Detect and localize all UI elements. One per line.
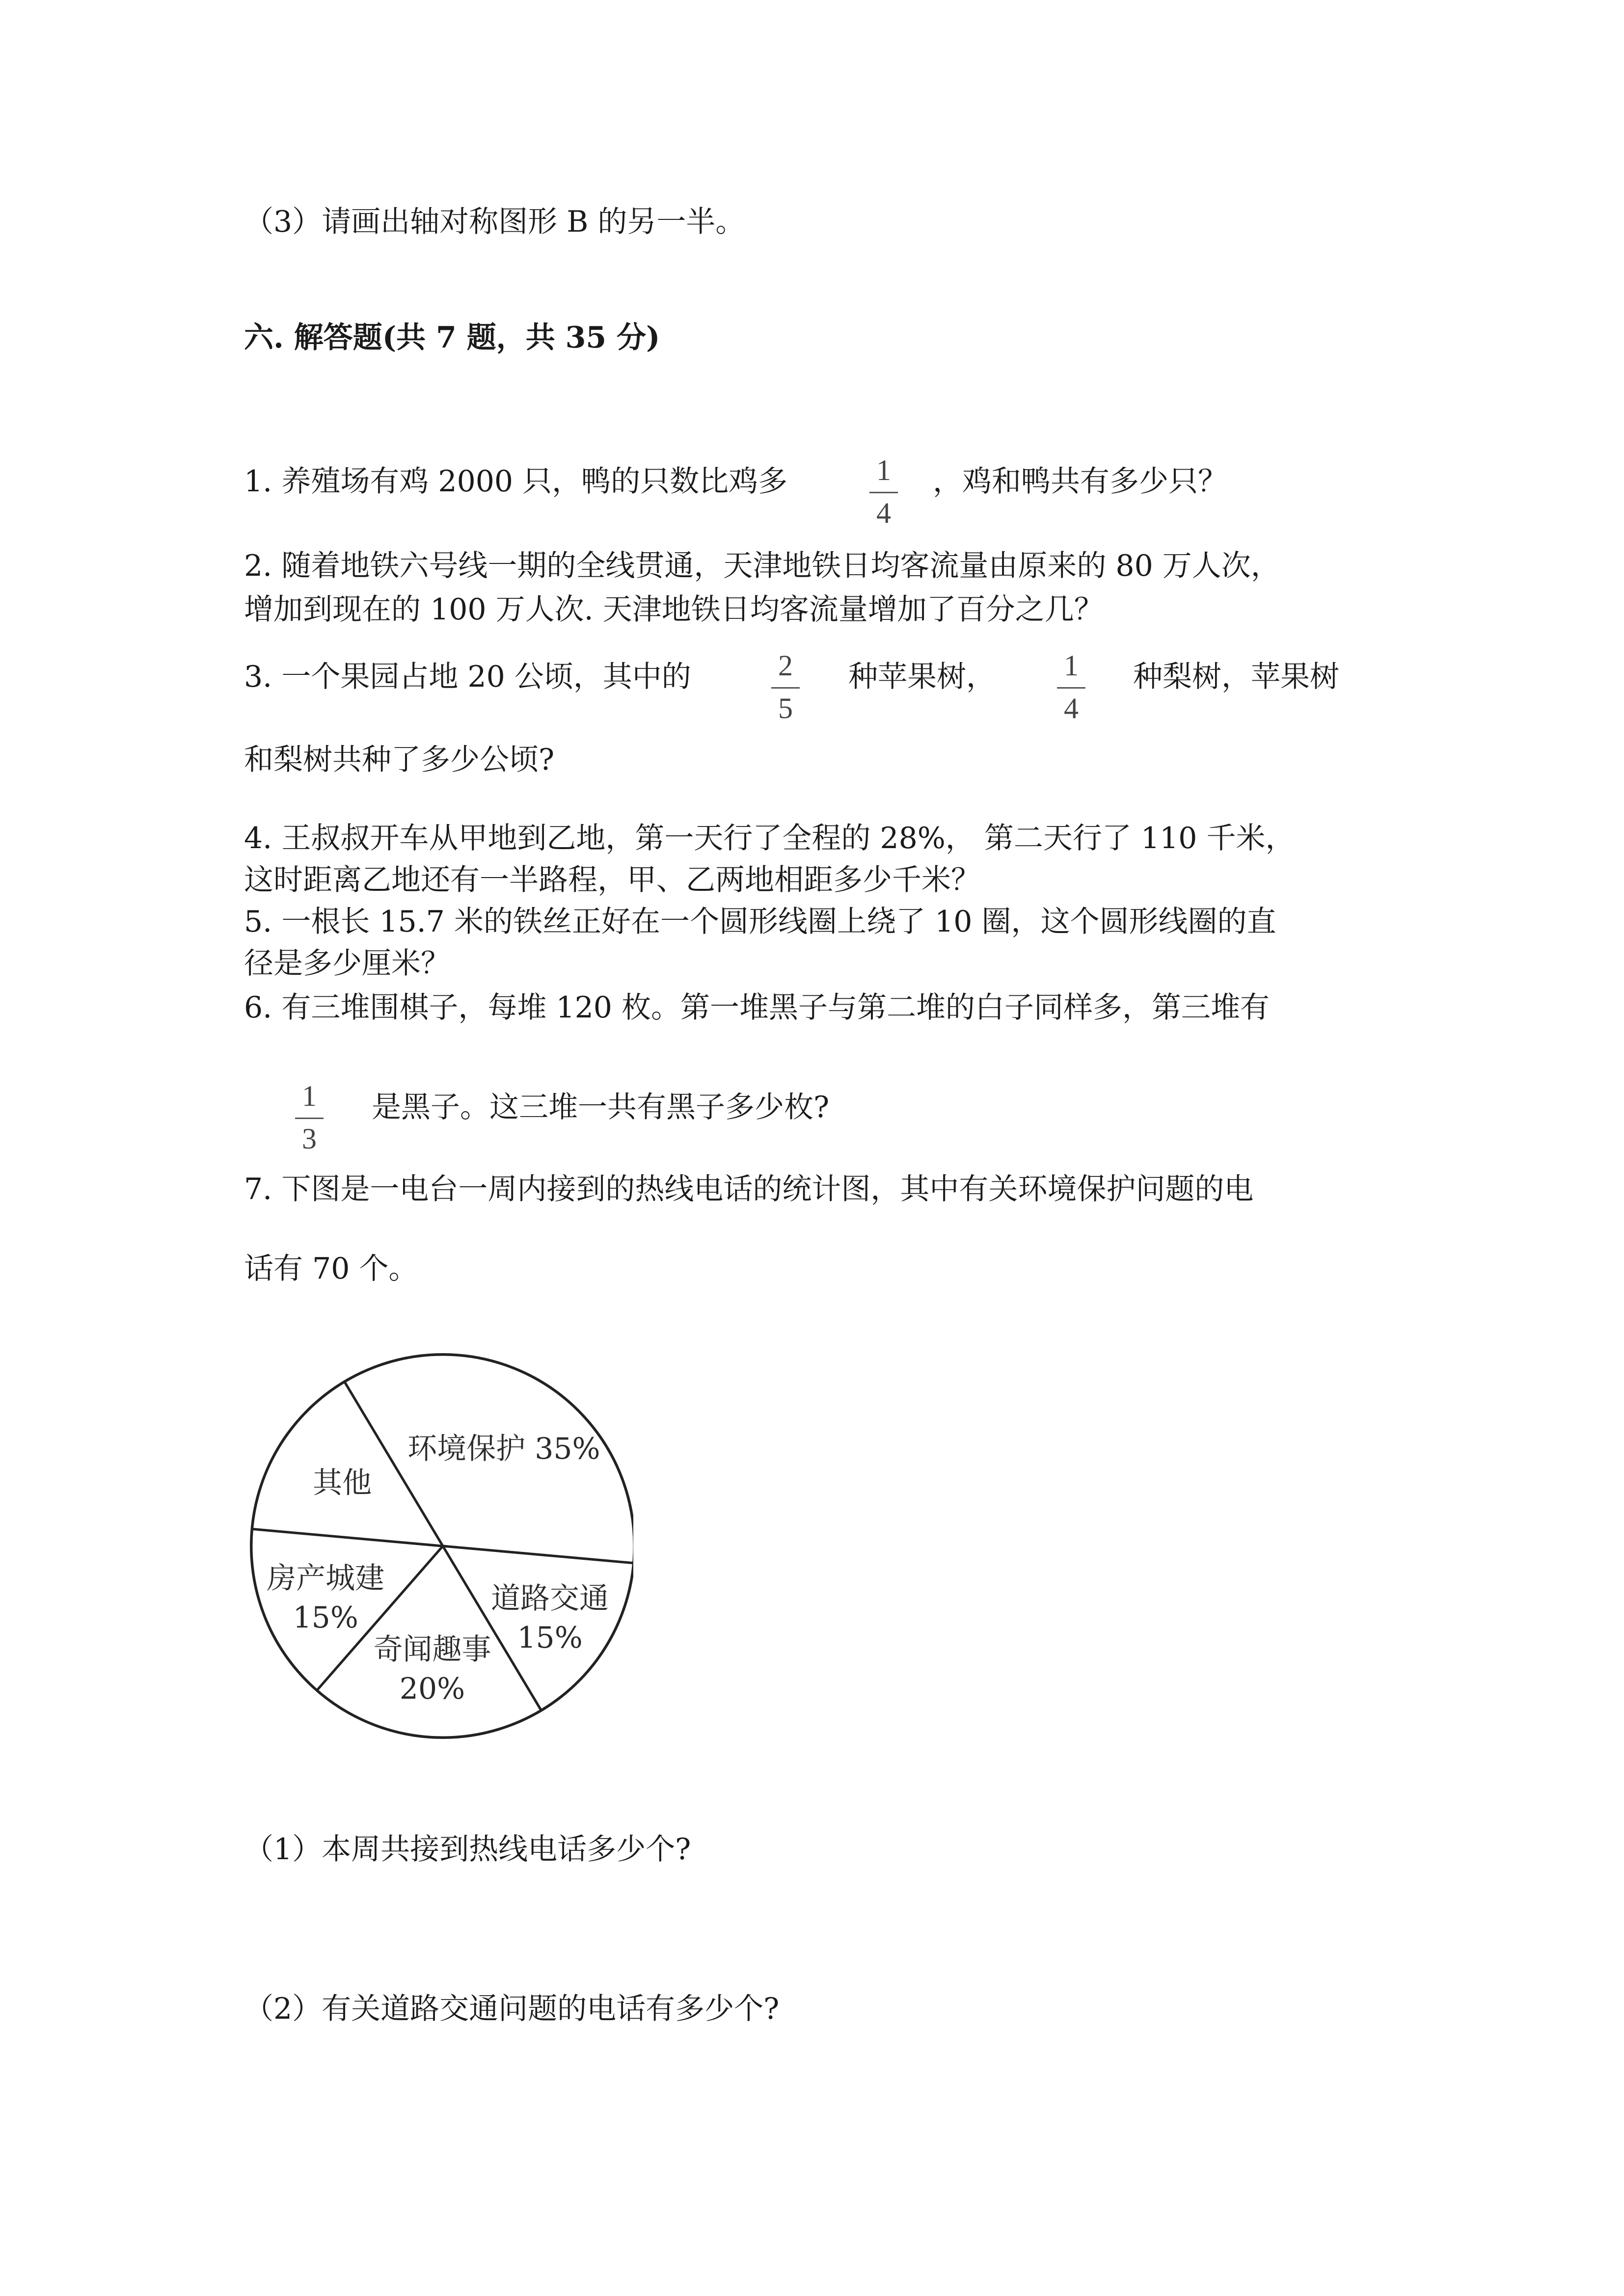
- question-3-text-b: 种苹果树，: [848, 660, 996, 694]
- pie-label-housing: 房产城建: [267, 1561, 385, 1596]
- pie-label-other: 其他: [313, 1466, 372, 1500]
- sub-question-2: （2）有关道路交通问题的电话有多少个?: [244, 1992, 780, 2026]
- fraction-bar: [1057, 687, 1085, 689]
- question-5-line-2: 径是多少厘米？: [244, 946, 450, 981]
- question-2-line-1: 2. 随着地铁六号线一期的全线贯通，天津地铁日均客流量由原来的 80 万人次，: [244, 549, 1280, 583]
- question-1-fraction: [866, 455, 901, 528]
- fraction-denominator: 4: [1064, 692, 1079, 724]
- question-7-line-1: 7. 下图是一电台一周内接到的热线电话的统计图，其中有关环境保护问题的电: [244, 1172, 1254, 1206]
- question-6-line-1: 6. 有三堆围棋子，每堆 120 枚。第一堆黑子与第二堆的白子同样多，第三堆有: [244, 990, 1270, 1025]
- pie-chart: [241, 1345, 633, 1747]
- fraction-denominator: 4: [876, 497, 891, 529]
- question-3-fraction-1: [768, 651, 803, 723]
- question-6-fraction: [292, 1081, 326, 1153]
- fraction-bar: [771, 687, 800, 689]
- fraction-denominator: 5: [778, 692, 793, 724]
- fraction-numerator: 2: [778, 649, 793, 682]
- sub-question-1: （1）本周共接到热线电话多少个?: [244, 1832, 691, 1867]
- question-6-text-b: 是黑子。这三堆一共有黑子多少枚?: [372, 1090, 830, 1124]
- fraction-bar: [869, 492, 898, 493]
- section-heading: 六. 解答题(共 7 题，共 35 分): [244, 320, 660, 355]
- question-3-line-2: 和梨树共种了多少公顷?: [244, 743, 555, 777]
- question-1-text-b: ，鸡和鸭共有多少只？: [933, 464, 1227, 499]
- question-2-line-2: 增加到现在的 100 万人次. 天津地铁日均客流量增加了百分之几？: [244, 592, 1104, 627]
- pie-label-traffic: 道路交通: [491, 1581, 609, 1616]
- pie-label-environment: 环境保护 35%: [407, 1431, 600, 1466]
- fraction-denominator: 3: [302, 1122, 317, 1155]
- pie-value-news: 20%: [399, 1671, 465, 1706]
- question-5-line-1: 5. 一根长 15.7 米的铁丝正好在一个圆形线圈上绕了 10 圈，这个圆形线圈的直: [244, 905, 1276, 939]
- question-3-fraction-2: [1054, 651, 1088, 723]
- pie-label-news: 奇闻趣事: [373, 1632, 491, 1667]
- fraction-numerator: 1: [302, 1080, 317, 1112]
- question-1-text-a: 1. 养殖场有鸡 2000 只，鸭的只数比鸡多: [244, 464, 788, 499]
- fraction-numerator: 1: [876, 454, 891, 486]
- question-3-text-c: 种梨树，苹果树: [1133, 660, 1339, 694]
- question-3-text-a: 3. 一个果园占地 20 公顷，其中的: [244, 660, 691, 694]
- pie-value-traffic: 15%: [517, 1620, 583, 1655]
- question-4-line-2: 这时距离乙地还有一半路程，甲、乙两地相距多少千米？: [244, 863, 980, 897]
- item-3-instruction: （3）请画出轴对称图形 B 的另一半。: [244, 205, 745, 239]
- question-4-line-1: 4. 王叔叔开车从甲地到乙地，第一天行了全程的 28%， 第二天行了 110 千米，: [244, 821, 1295, 855]
- fraction-bar: [295, 1118, 324, 1119]
- question-7-line-2: 话有 70 个。: [244, 1252, 418, 1286]
- fraction-numerator: 1: [1064, 649, 1079, 682]
- pie-value-housing: 15%: [293, 1600, 358, 1635]
